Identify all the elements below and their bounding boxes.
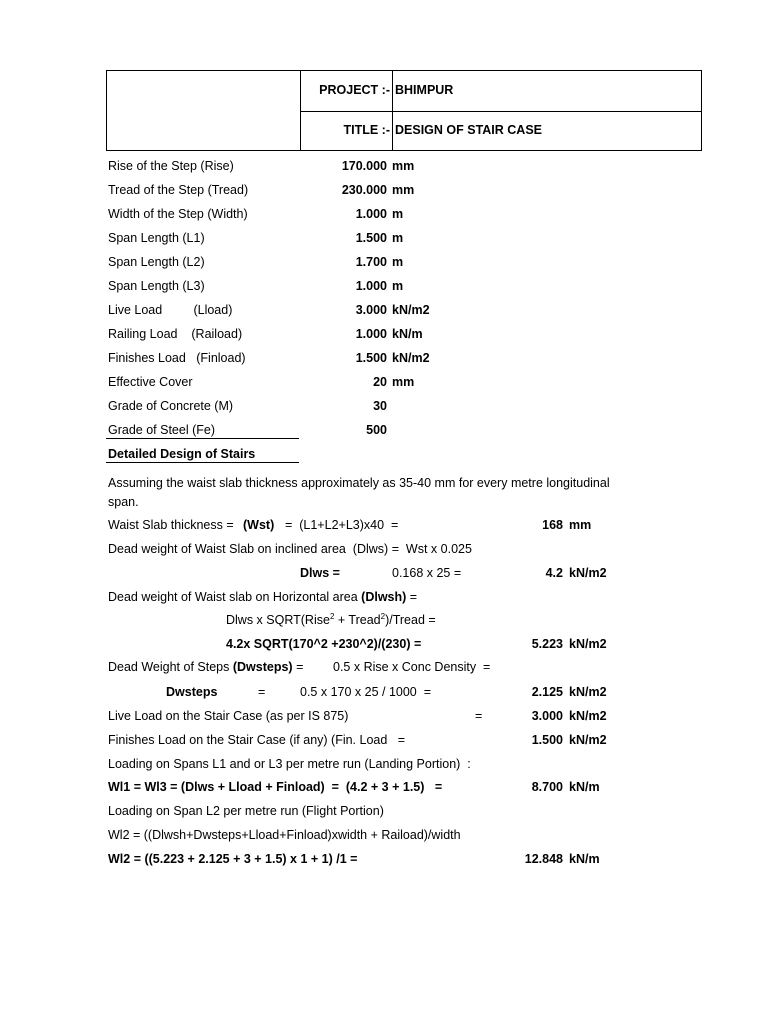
dlws-symbol: Dlws = [300,566,340,580]
wst-unit: mm [569,518,592,532]
header-row-divider [300,111,701,112]
header-table [106,70,702,151]
param-label: Effective Cover [108,375,193,389]
dlwsh-calculation: 4.2x SQRT(170^2 +230^2)/(230) = [226,637,422,651]
param-value: 1.700 [355,255,387,269]
wl1-unit: kN/m [569,780,600,794]
wl1-calculation: Wl1 = Wl3 = (Dlws + Lload + Finload) = (4.2 + 3 + 1.5) = [108,780,443,794]
param-unit: kN/m [392,327,423,341]
live-load-value: 3.000 [531,709,563,723]
param-value: 1.000 [355,207,387,221]
param-unit: m [392,279,404,293]
param-unit: m [392,255,404,269]
wst-formula: = (L1+L2+L3)x40 = [285,518,399,532]
dwsteps-equals: = [258,685,266,699]
param-label: Grade of Steel (Fe) [108,423,215,437]
project-label: PROJECT :- [319,83,390,97]
dlws-value: 4.2 [545,566,563,580]
wst-value: 168 [542,518,563,532]
dlwsh-unit: kN/m2 [569,637,607,651]
live-load-unit: kN/m2 [569,709,607,723]
section-title: Detailed Design of Stairs [108,447,256,461]
landing-description: Loading on Spans L1 and or L3 per metre run (Landing Portion) : [108,757,471,771]
dwsteps-value: 2.125 [531,685,563,699]
param-label: Span Length (L2) [108,255,205,269]
param-value: 3.000 [355,303,387,317]
wl2-calculation: Wl2 = ((5.223 + 2.125 + 3 + 1.5) x 1 + 1) /1 = [108,852,358,866]
param-value: 170.000 [341,159,387,173]
param-unit: mm [392,375,415,389]
live-load-equals: = [475,709,483,723]
dwsteps-calculation: 0.5 x 170 x 25 / 1000 = [300,685,431,699]
dlwsh-value: 5.223 [531,637,563,651]
param-label: Rise of the Step (Rise) [108,159,234,173]
dwsteps-unit: kN/m2 [569,685,607,699]
param-value: 20 [373,375,387,389]
param-label: Span Length (L1) [108,231,205,245]
finishes-load-value: 1.500 [531,733,563,747]
param-label: Grade of Concrete (M) [108,399,234,413]
param-value: 30 [373,399,387,413]
project-value: BHIMPUR [395,83,454,97]
wl2-value: 12.848 [524,852,563,866]
title-label: TITLE :- [343,123,390,137]
param-label: Railing Load (Raiload) [108,327,243,341]
title-value: DESIGN OF STAIR CASE [395,123,543,137]
dlws-description: Dead weight of Waist Slab on inclined area (Dlws) = Wst x 0.025 [108,542,472,556]
param-label: Span Length (L3) [108,279,205,293]
param-value: 500 [366,423,387,437]
dlwsh-formula: Dlws x SQRT(Rise$^2$ + Tread$^2$)/Tread = [226,611,436,627]
wl2-formula: Wl2 = ((Dlwsh+Dwsteps+Lload+Finload)xwidth + Raiload)/width [108,828,461,842]
live-load-description: Live Load on the Stair Case (as per IS 875) [108,709,349,723]
param-value: 1.500 [355,231,387,245]
finishes-load-description: Finishes Load on the Stair Case (if any) (Fin. Load = [108,733,406,747]
param-unit: mm [392,183,415,197]
param-unit: m [392,207,404,221]
dlwsh-description: Dead weight of Waist slab on Horizontal area (Dlwsh) = [108,590,418,604]
wl1-value: 8.700 [531,780,563,794]
param-unit: m [392,231,404,245]
param-label: Finishes Load (Finload) [108,351,246,365]
flight-description: Loading on Span L2 per metre run (Flight Portion) [108,804,384,818]
dwsteps-label: Dwsteps [166,685,218,699]
divider-line [106,438,299,439]
dlws-formula: 0.168 x 25 = [392,566,462,580]
wst-label: Waist Slab thickness = [108,518,234,532]
wst-symbol: (Wst) [243,518,275,532]
param-value: 1.000 [355,279,387,293]
param-value: 1.000 [355,327,387,341]
param-label: Live Load (Lload) [108,303,233,317]
wl2-unit: kN/m [569,852,600,866]
param-label: Width of the Step (Width) [108,207,248,221]
section-underline [106,462,299,463]
param-unit: kN/m2 [392,303,430,317]
param-value: 230.000 [341,183,387,197]
dlws-unit: kN/m2 [569,566,607,580]
finishes-load-unit: kN/m2 [569,733,607,747]
param-label: Tread of the Step (Tread) [108,183,249,197]
param-value: 1.500 [355,351,387,365]
param-unit: kN/m2 [392,351,430,365]
param-unit: mm [392,159,415,173]
dwsteps-formula: 0.5 x Rise x Conc Density = [333,660,491,674]
dwsteps-description: Dead Weight of Steps (Dwsteps) = [108,660,304,674]
assumption-line-1: Assuming the waist slab thickness approximately as 35-40 mm for every metre longitudinal [108,476,610,490]
assumption-line-2: span. [108,495,139,509]
header-value-divider [392,71,393,150]
